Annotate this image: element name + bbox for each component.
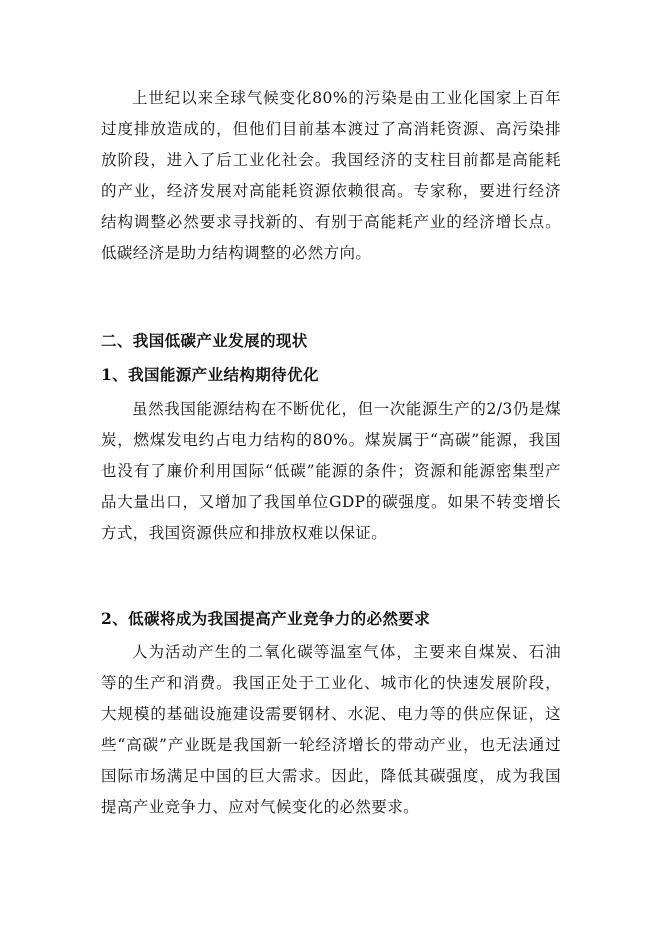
subheading-competitiveness: 2、低碳将成为我国提高产业竞争力的必然要求 bbox=[101, 609, 431, 628]
body-paragraph-competitiveness: 人为活动产生的二氧化碳等温室气体，主要来自煤炭、石油等的生产和消费。我国正处于工业化、城市化的快速发展阶段，大规模的基础设施建设需要钢材、水泥、电力等的供应保证，这些“高碳”产业既是我国新一轮经济增长的带动产业，也无法通过国际市场满足中国的巨大需求。因此，降低其碳强度，成为我国提高产业竞争力、应对气候变化的必然要求。 bbox=[101, 643, 561, 816]
section-heading: 二、我国低碳产业发展的现状 bbox=[101, 331, 308, 350]
body-paragraph-energy: 虽然我国能源结构在不断优化，但一次能源生产的2/3仍是煤炭，燃煤发电约占电力结构的80%。煤炭属于“高碳”能源，我国也没有了廉价利用国际“低碳”能源的条件；资源和能源密集型产品大量出口，又增加了我国单位GDP的碳强度。如果不转变增长方式，我国资源供应和排放权难以保证。 bbox=[101, 400, 561, 542]
body-paragraph-intro: 上世纪以来全球气候变化80%的污染是由工业化国家上百年过度排放造成的，但他们目前基本渡过了高消耗资源、高污染排放阶段，进入了后工业化社会。我国经济的支柱目前都是高能耗的产业，经济发展对高能耗资源依赖很高。专家称，要进行经济结构调整必然要求寻找新的、有别于高能耗产业的经济增长点。低碳经济是助力结构调整的必然方向。 bbox=[101, 89, 561, 262]
subheading-energy-structure: 1、我国能源产业结构期待优化 bbox=[101, 365, 319, 384]
